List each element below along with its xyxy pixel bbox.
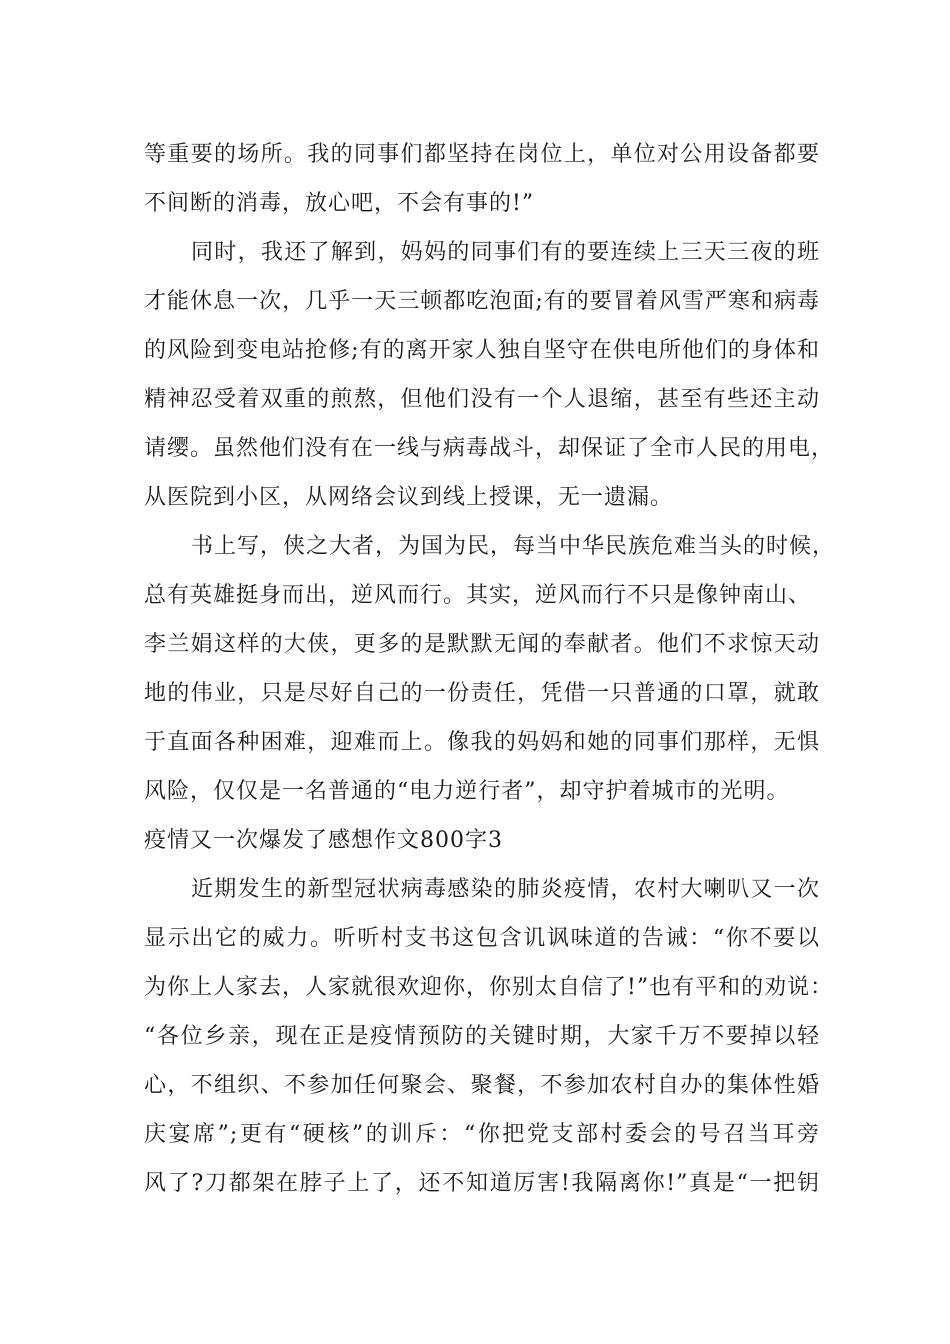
text-line: 不间断的消毒，放心吧，不会有事的!” — [144, 191, 535, 216]
section-heading: 疫情又一次爆发了感想作文800字3 — [144, 828, 503, 853]
text-line: 地的伟业，只是尽好自己的一份责任，凭借一只普通的口罩，就敢 — [144, 681, 820, 706]
document-body — [144, 130, 836, 1208]
paragraph-first-line: 书上写，侠之大者，为国为民，每当中华民族危难当头的时候， — [191, 534, 836, 559]
text-line: 显示出它的威力。听听村支书这包含讥讽味道的告诫：“你不要以 — [144, 926, 820, 951]
text-line: “各位乡亲，现在正是疫情预防的关键时期，大家千万不要掉以轻 — [144, 1024, 820, 1049]
text-line: 的风险到变电站抢修;有的离开家人独自坚守在供电所他们的身体和 — [144, 338, 820, 363]
text-line: 庆宴席”;更有“硬核”的训斥：“你把党支部村委会的号召当耳旁 — [144, 1122, 820, 1147]
text-line: 请缨。虽然他们没有在一线与病毒战斗，却保证了全市人民的用电， — [144, 436, 835, 461]
paragraph-first-line: 近期发生的新型冠状病毒感染的肺炎疫情，农村大喇叭又一次 — [191, 877, 820, 902]
text-line: 才能休息一次，几乎一天三顿都吃泡面;有的要冒着风雪严寒和病毒 — [144, 289, 820, 314]
text-line: 风了?刀都架在脖子上了，还不知道厉害!我隔离你!”真是“一把钥 — [144, 1171, 820, 1196]
text-line: 心，不组织、不参加任何聚会、聚餐，不参加农村自办的集体性婚 — [144, 1073, 820, 1098]
text-line: 精神忍受着双重的煎熬，但他们没有一个人退缩，甚至有些还主动 — [144, 387, 820, 412]
text-line: 总有英雄挺身而出，逆风而行。其实，逆风而行不只是像钟南山、 — [144, 583, 812, 608]
text-line: 从医院到小区，从网络会议到线上授课，无一遗漏。 — [144, 485, 674, 510]
text-line: 为你上人家去，人家就很欢迎你，你别太自信了!”也有平和的劝说： — [144, 975, 834, 1000]
text-line: 等重要的场所。我的同事们都坚持在岗位上，单位对公用设备都要 — [144, 142, 820, 167]
text-line: 于直面各种困难，迎难而上。像我的妈妈和她的同事们那样，无惧 — [144, 730, 820, 755]
text-line: 风险，仅仅是一名普通的“电力逆行者”，却守护着城市的光明。 — [144, 779, 790, 804]
text-line: 李兰娟这样的大侠，更多的是默默无闻的奉献者。他们不求惊天动 — [144, 632, 820, 657]
paragraph-first-line: 同时，我还了解到，妈妈的同事们有的要连续上三天三夜的班 — [191, 240, 820, 265]
